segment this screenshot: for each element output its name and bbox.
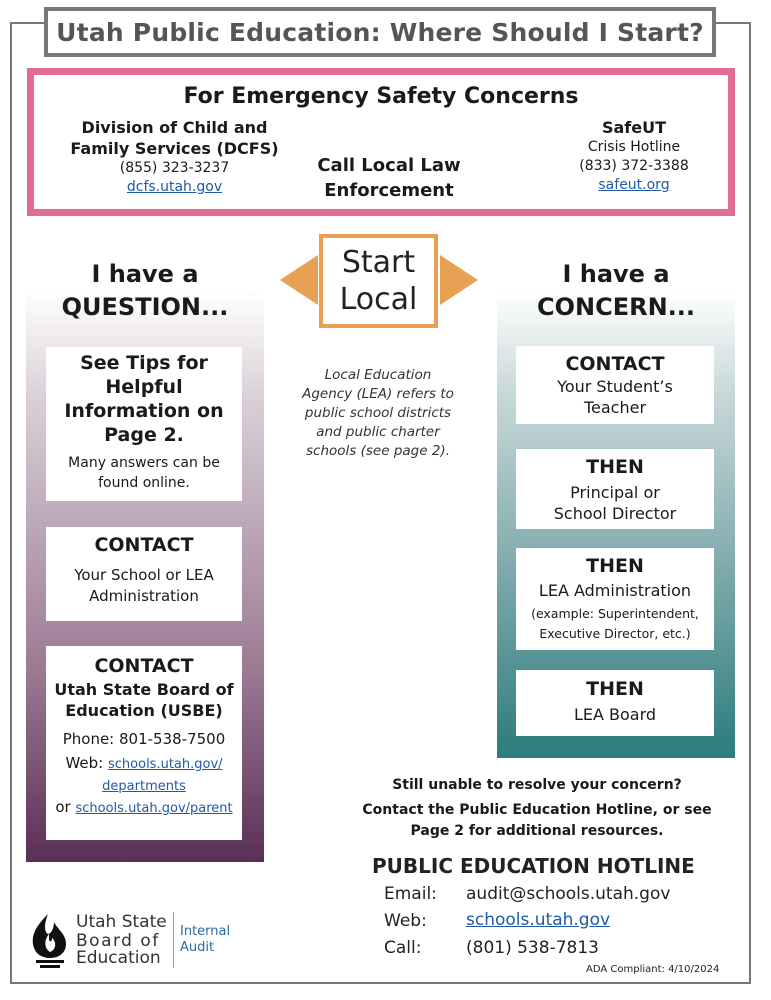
step2-title: THEN	[586, 456, 644, 478]
usbe-web-label: Web:	[65, 754, 104, 772]
lea-definition-note: Local Education Agency (LEA) refers to public school districts and public charter schools (see page 2).	[302, 367, 454, 459]
start-line1: Start	[341, 245, 416, 280]
tips-card-text: Many answers can be found online.	[68, 455, 220, 491]
title-banner	[44, 7, 716, 57]
contact-usbe-title: CONTACT	[94, 655, 194, 677]
usbe-web	[46, 752, 242, 796]
dcfs-phone: (855) 323-3237	[119, 160, 230, 176]
concern-heading-line1: I have a	[562, 260, 670, 288]
hotline-web-label: Web:	[384, 911, 427, 931]
contact-school-title: CONTACT	[94, 534, 194, 556]
logo-line1: Utah State	[76, 912, 167, 932]
hotline-email-label: Email:	[384, 884, 437, 904]
dcfs-contact	[52, 117, 297, 197]
unable-to-resolve	[352, 775, 722, 842]
usbe-logo	[28, 910, 258, 972]
step1-text: Your Student’s Teacher	[557, 377, 673, 417]
step3-note: (example: Superintendent, Executive Director, etc.)	[531, 606, 699, 641]
start-local-box	[319, 234, 438, 328]
question-column	[26, 250, 264, 862]
step-lea-board	[516, 670, 714, 736]
safeut-contact	[554, 117, 714, 195]
concern-column	[497, 250, 735, 758]
contact-usbe-card	[46, 646, 242, 840]
logo-line2: Board of	[76, 931, 160, 951]
safeut-link[interactable]: safeut.org	[598, 177, 670, 193]
dcfs-name: Division of Child and Family Services (DCFS)	[70, 118, 279, 158]
page-title: Utah Public Education: Where Should I Start?	[56, 17, 704, 47]
emergency-title: For Emergency Safety Concerns	[183, 84, 579, 109]
tips-card-title: See Tips for Helpful Information on Page 2.	[64, 352, 224, 446]
hotline-call-label: Call:	[384, 938, 422, 958]
tips-card	[46, 347, 242, 501]
unable-line1: Still unable to resolve your concern?	[392, 777, 682, 793]
arrow-left-icon	[280, 255, 318, 305]
step3-text: LEA Administration	[538, 581, 692, 600]
arrow-right-icon	[440, 255, 478, 305]
flame-torch-icon	[28, 910, 72, 970]
dcfs-link[interactable]: dcfs.utah.gov	[126, 179, 223, 195]
question-heading	[26, 258, 264, 324]
concern-heading	[497, 258, 735, 324]
usbe-parent-link[interactable]: schools.utah.gov/parent	[75, 801, 233, 816]
step-lea-admin	[516, 548, 714, 650]
contact-school-text: Your School or LEA Administration	[74, 566, 214, 605]
step3-title: THEN	[586, 555, 644, 577]
question-heading-line2: QUESTION...	[61, 293, 229, 321]
logo-divider	[173, 912, 174, 968]
hotline-title: PUBLIC EDUCATION HOTLINE	[372, 854, 695, 878]
safeut-subtitle: Crisis Hotline	[587, 139, 681, 155]
question-heading-line1: I have a	[91, 260, 199, 288]
hotline-email[interactable]: audit@schools.utah.gov	[466, 884, 671, 904]
usbe-departments-link[interactable]: schools.utah.gov/ departments	[102, 757, 223, 794]
call-law-enforcement: Call Local Law Enforcement	[317, 155, 461, 201]
safeut-phone: (833) 372-3388	[579, 158, 689, 174]
concern-heading-line2: CONCERN...	[536, 293, 696, 321]
contact-school-card	[46, 527, 242, 621]
usbe-phone: Phone: 801-538-7500	[62, 730, 226, 748]
logo-line3: Education	[76, 948, 161, 968]
step-principal	[516, 449, 714, 529]
hotline-web-link[interactable]: schools.utah.gov	[466, 910, 611, 930]
ada-compliance: ADA Compliant: 4/10/2024	[586, 964, 720, 975]
unable-line2: Contact the Public Education Hotline, or see Page 2 for additional resources.	[362, 802, 712, 839]
hotline-call: (801) 538-7813	[466, 938, 599, 958]
usbe-parent-line	[46, 796, 242, 818]
usbe-or-label: or	[55, 798, 71, 816]
step-contact-teacher	[516, 346, 714, 424]
usbe-name: Utah State Board of Education (USBE)	[54, 680, 234, 720]
step2-text: Principal or School Director	[553, 483, 677, 523]
step1-title: CONTACT	[565, 353, 665, 375]
start-line2: Local	[339, 282, 418, 317]
emergency-box	[27, 68, 735, 216]
logo-dept: Internal Audit	[180, 924, 231, 955]
step4-text: LEA Board	[573, 705, 657, 724]
safeut-name: SafeUT	[601, 118, 667, 137]
step4-title: THEN	[586, 678, 644, 700]
